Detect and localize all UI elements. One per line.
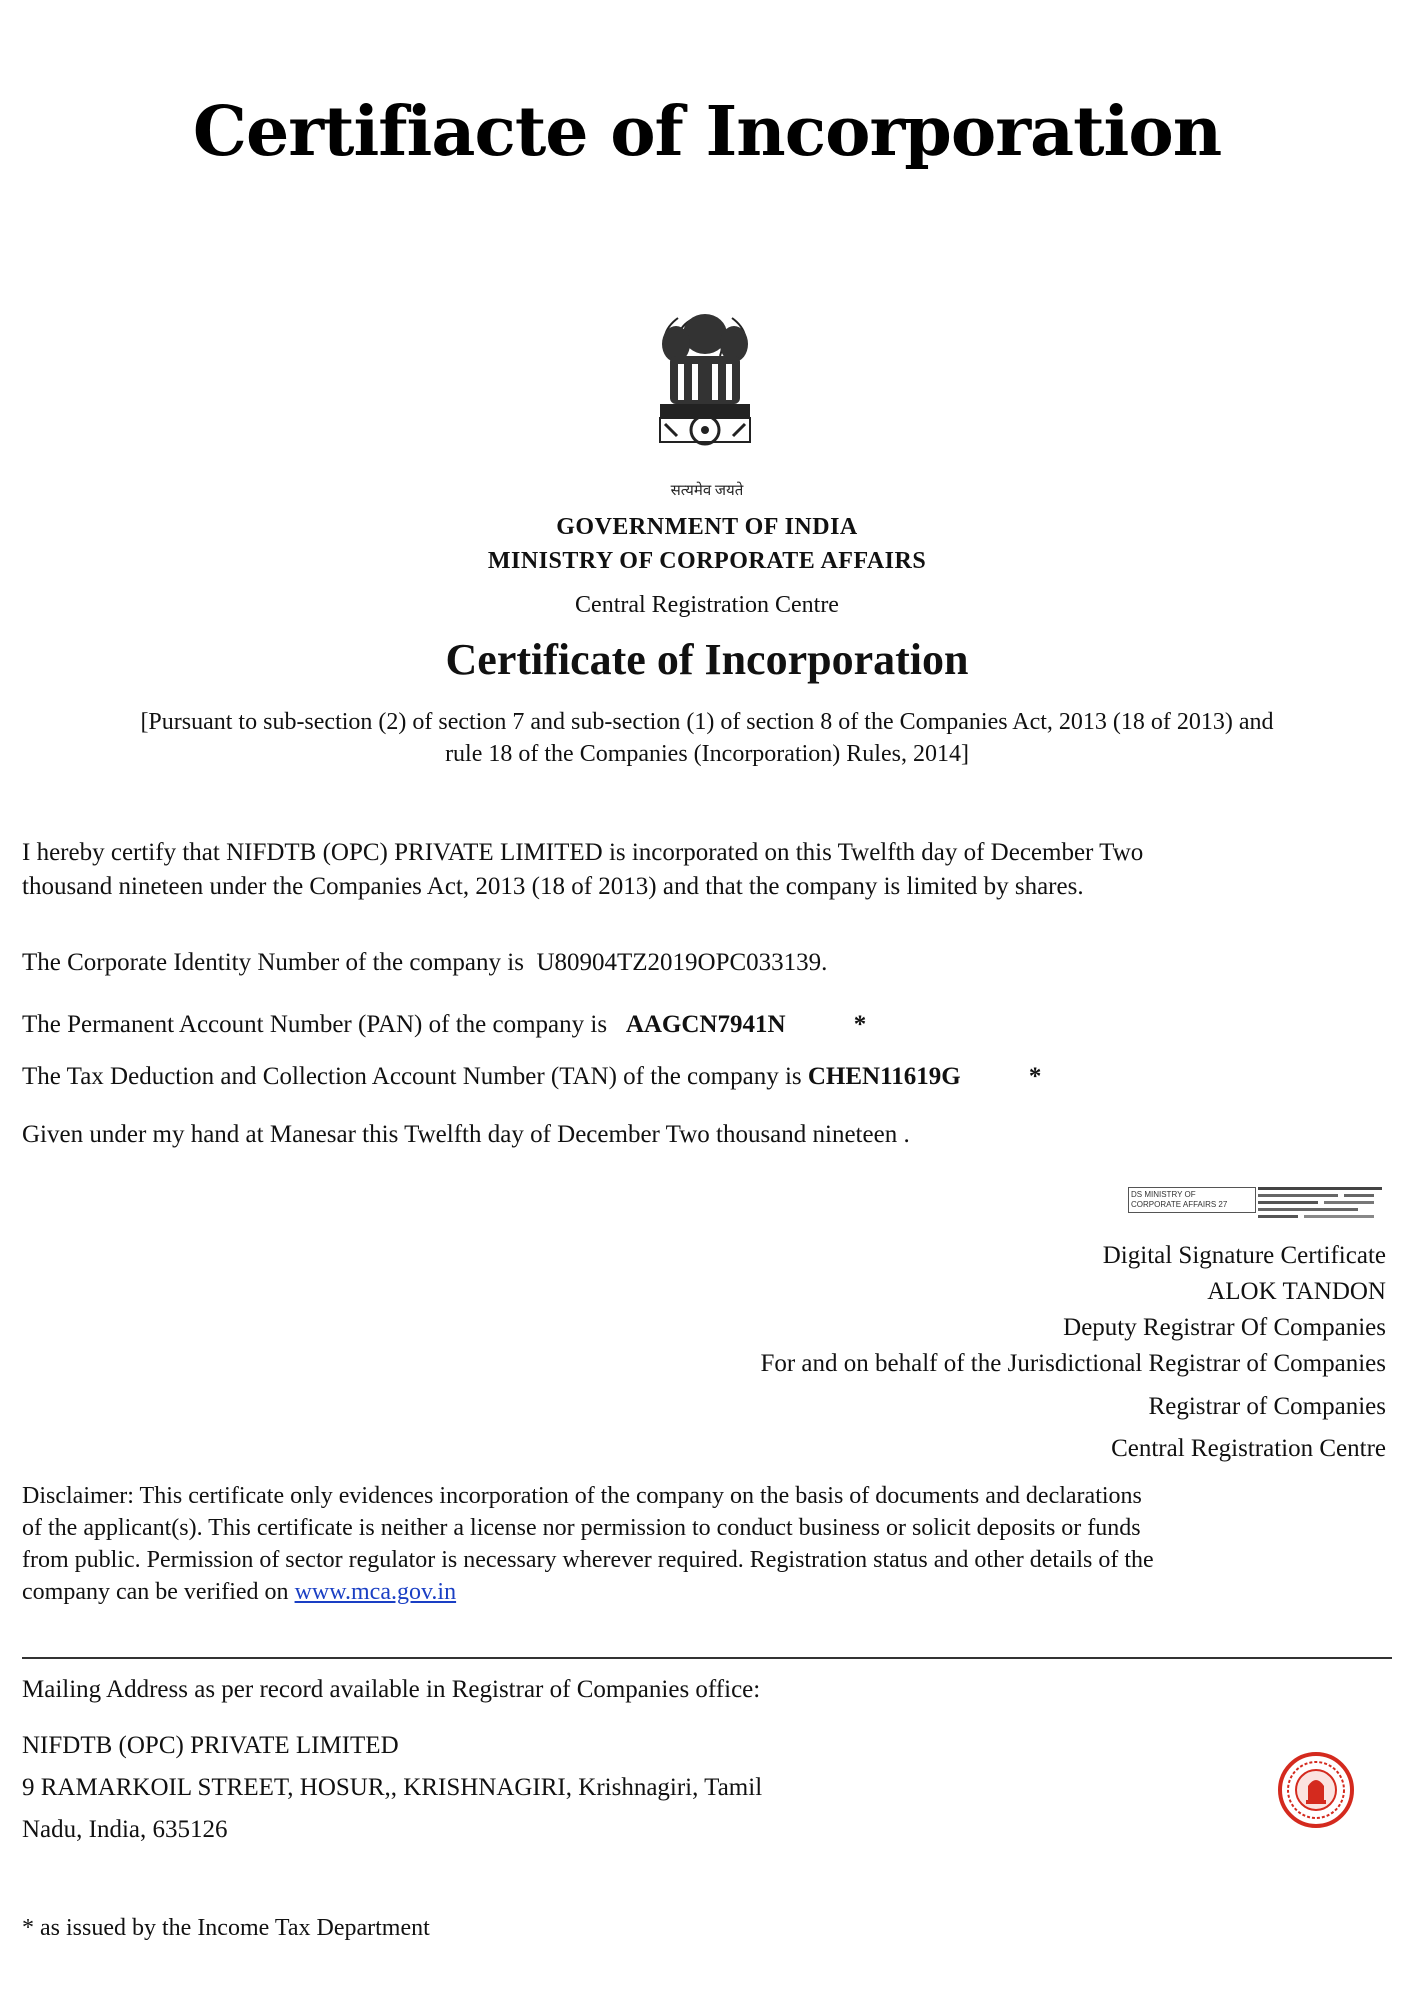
pan-footnote-mark: *	[853, 1011, 867, 1038]
tan-line	[22, 1060, 1392, 1094]
on-behalf-line: For and on behalf of the Jurisdictional Registrar of Companies	[760, 1350, 1386, 1377]
mailing-heading: Mailing Address as per record available in Registrar of Companies office:	[22, 1676, 761, 1703]
tan-value: CHEN11619G	[807, 1063, 961, 1090]
given-under-hand: Given under my hand at Manesar this Twelfth day of December Two thousand nineteen .	[22, 1121, 910, 1148]
signatory-name: ALOK TANDON	[1207, 1278, 1386, 1305]
pursuant-line-2: rule 18 of the Companies (Incorporation) Rules, 2014]	[445, 741, 969, 767]
cin-label: The Corporate Identity Number of the company is	[22, 949, 524, 976]
disclaimer-line-4: company can be verified on	[22, 1579, 289, 1605]
disclaimer	[22, 1480, 1386, 1608]
section-divider	[22, 1657, 1392, 1659]
digital-signature-label: Digital Signature Certificate	[1102, 1242, 1386, 1269]
disclaimer-line-3: from public. Permission of sector regulator is necessary wherever required. Registration status and other details of the	[22, 1547, 1154, 1573]
registration-centre-heading: Central Registration Centre	[575, 592, 839, 618]
signatory-designation: Deputy Registrar Of Companies	[1063, 1314, 1386, 1341]
cin-line	[22, 946, 1392, 980]
digital-signature-stamp	[1128, 1185, 1382, 1231]
mailing-company-name: NIFDTB (OPC) PRIVATE LIMITED	[22, 1732, 399, 1759]
cin-value: U80904TZ2019OPC033139.	[536, 949, 828, 976]
disclaimer-line-1: Disclaimer: This certificate only evidences incorporation of the company on the basis of documents and declarations	[22, 1483, 1142, 1509]
disclaimer-line-2: of the applicant(s). This certificate is neither a license nor permission to conduct business or solicit deposits or funds	[22, 1515, 1141, 1541]
pan-label: The Permanent Account Number (PAN) of the company is	[22, 1011, 608, 1038]
registration-centre-line: Central Registration Centre	[1111, 1435, 1386, 1462]
mca-website-link[interactable]: www.mca.gov.in	[294, 1579, 457, 1605]
government-heading: GOVERNMENT OF INDIA	[556, 514, 858, 540]
certificate-title: Certificate of Incorporation	[445, 635, 969, 684]
pan-line	[22, 1008, 1392, 1042]
certify-line-1: I hereby certify that NIFDTB (OPC) PRIVATE LIMITED is incorporated on this Twelfth day of December Two	[22, 839, 1144, 866]
stamp-barcode-icon	[1258, 1185, 1382, 1225]
footnote: * as issued by the Income Tax Department	[22, 1915, 430, 1941]
certify-line-2: thousand nineteen under the Companies Act, 2013 (18 of 2013) and that the company is limited by shares.	[22, 873, 1084, 900]
mailing-address-line-2: Nadu, India, 635126	[22, 1816, 228, 1843]
government-seal-icon	[1276, 1750, 1356, 1830]
stamp-line-1: DS MINISTRY OF	[1131, 1190, 1196, 1199]
mailing-address-line-1: 9 RAMARKOIL STREET, HOSUR,, KRISHNAGIRI, Krishnagiri, Tamil	[22, 1774, 763, 1801]
emblem-motto: सत्यमेव जयते	[670, 483, 744, 499]
registrar-office: Registrar of Companies	[1148, 1393, 1386, 1420]
pan-value: AAGCN7941N	[625, 1011, 786, 1038]
page-title: Certifiacte of Incorporation	[192, 92, 1222, 172]
certification-statement	[22, 836, 1392, 904]
ministry-heading: MINISTRY OF CORPORATE AFFAIRS	[487, 548, 927, 574]
tan-label: The Tax Deduction and Collection Account Number (TAN) of the company is	[22, 1063, 802, 1090]
stamp-line-2: CORPORATE AFFAIRS 27	[1131, 1200, 1228, 1209]
pursuant-line-1: [Pursuant to sub-section (2) of section 7 and sub-section (1) of section 8 of the Companies Act, 2013 (18 of 2013) and	[140, 709, 1274, 735]
tan-footnote-mark: *	[1028, 1063, 1042, 1090]
pursuant-clause	[30, 706, 1384, 770]
national-emblem-icon	[640, 296, 770, 496]
